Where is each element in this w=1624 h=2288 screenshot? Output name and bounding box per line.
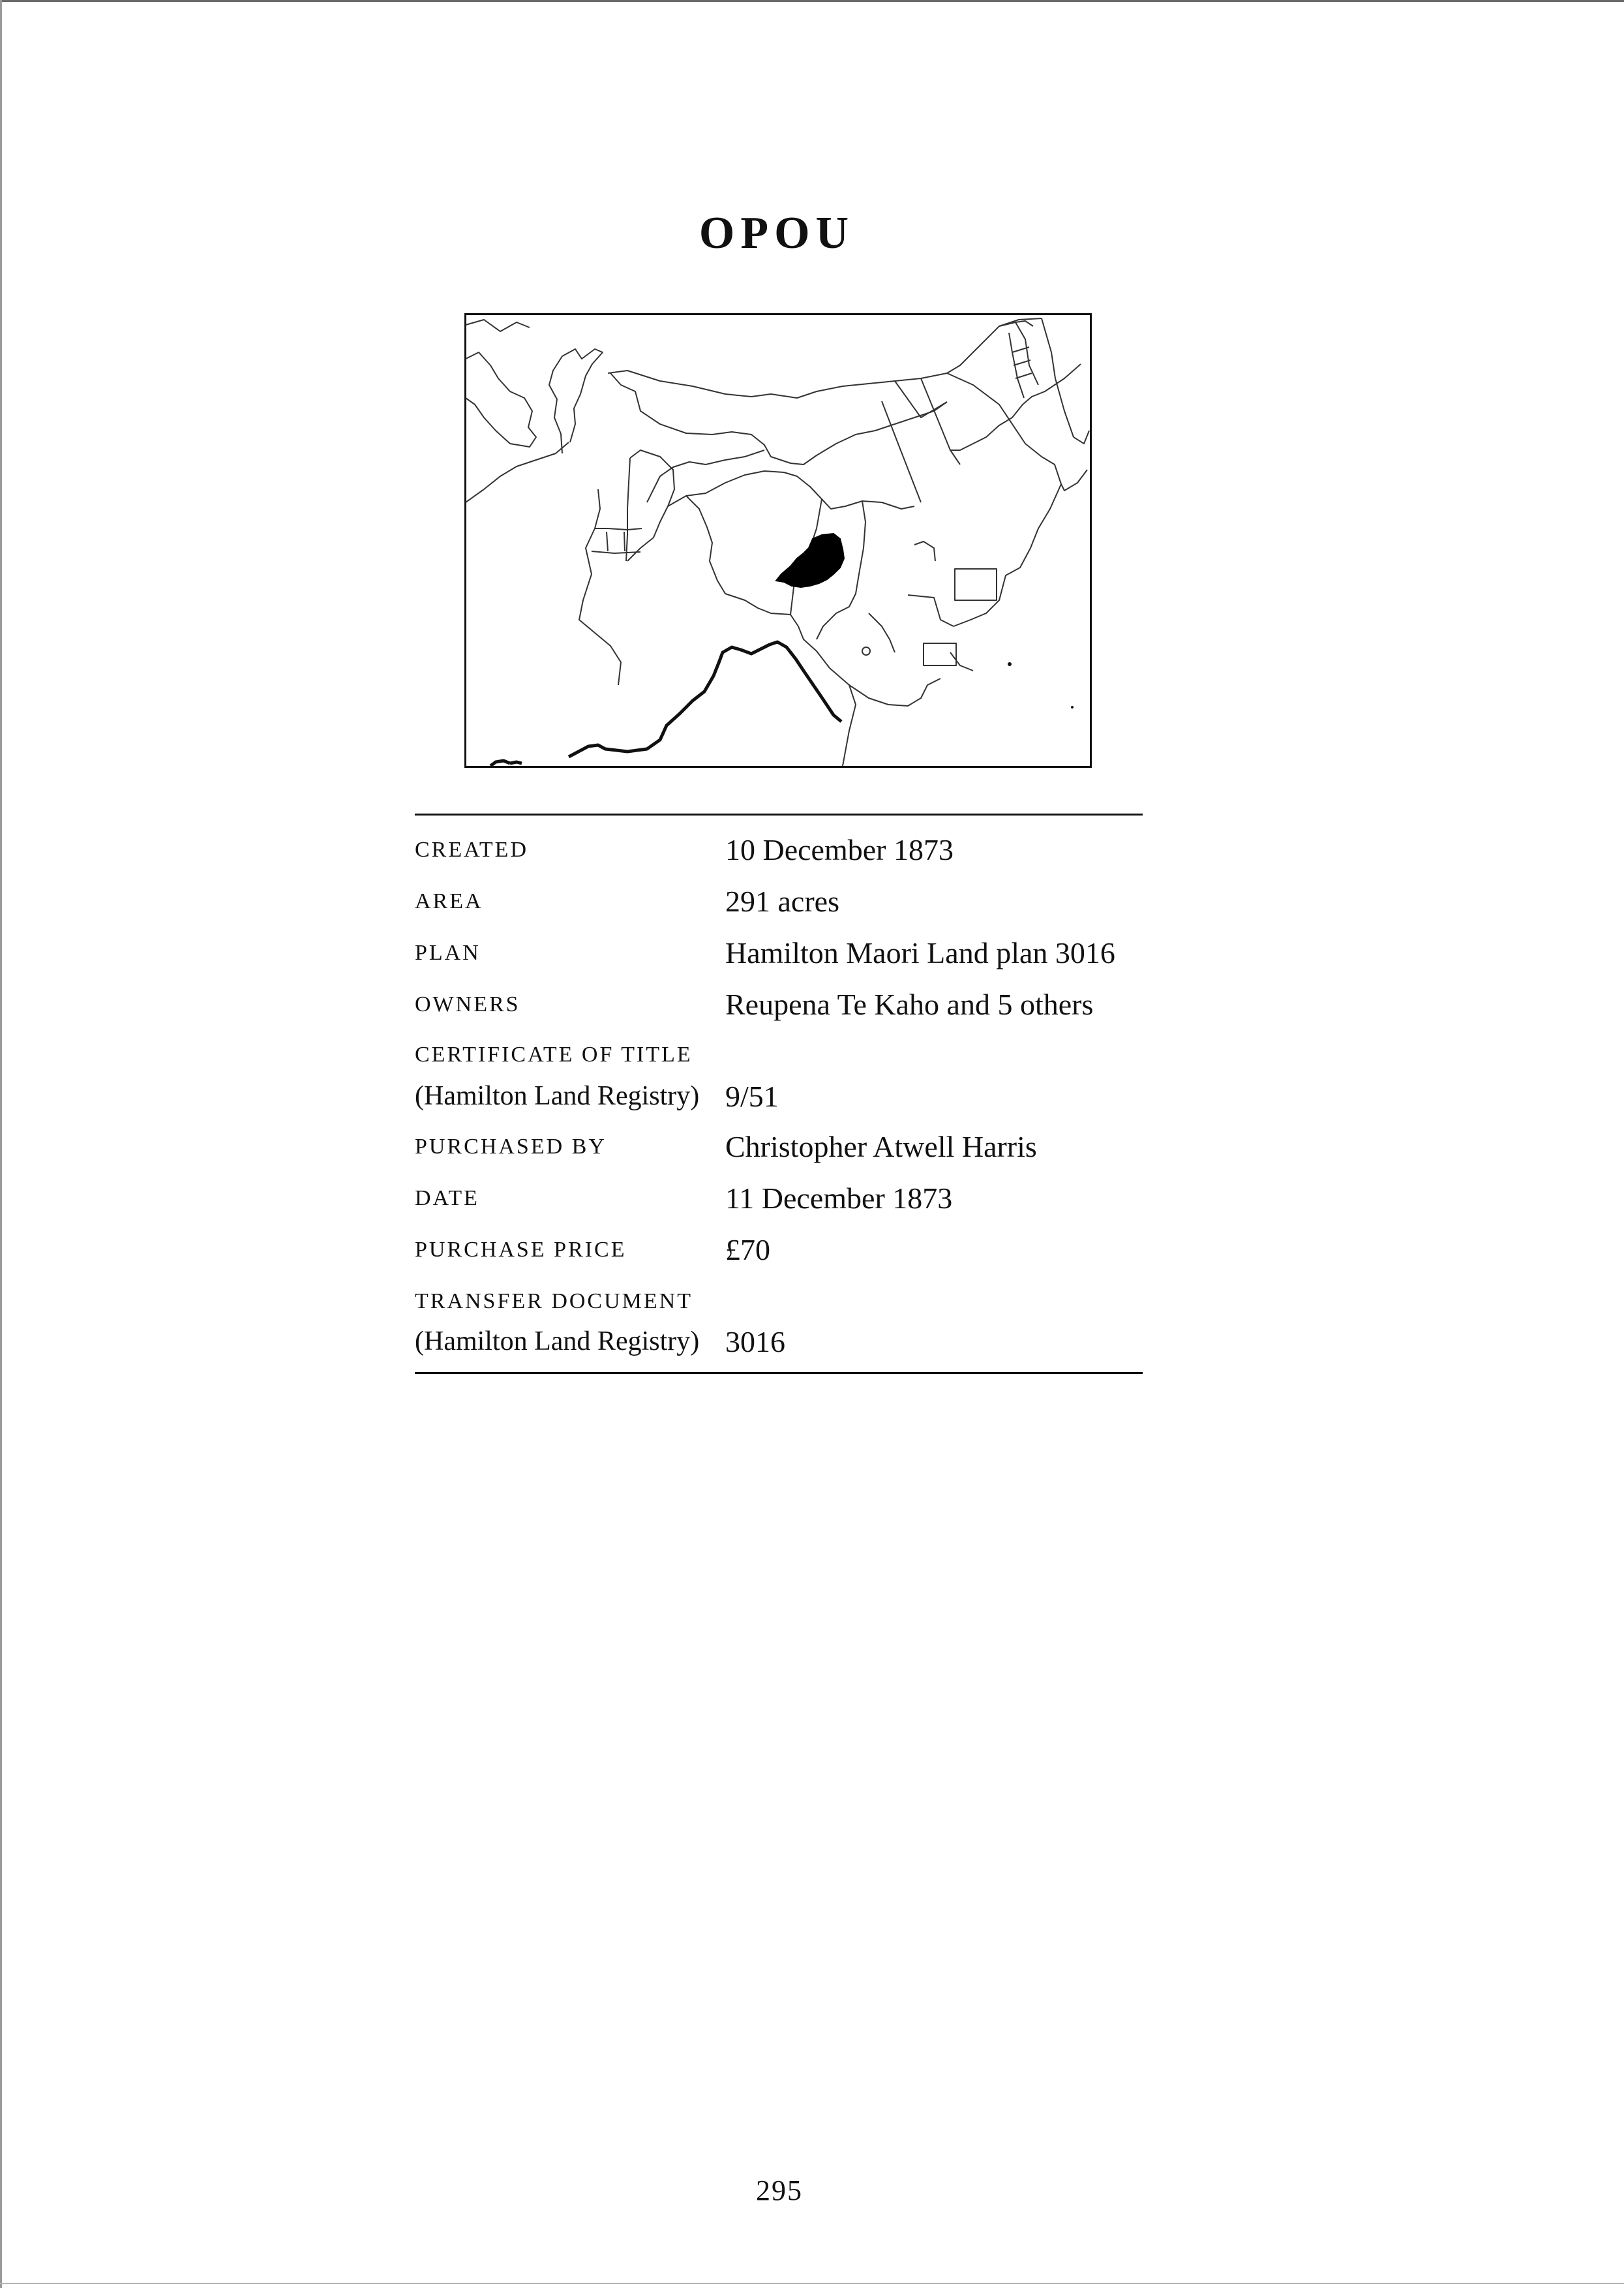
land-block-location-map <box>464 313 1092 768</box>
record-sublabel: (Hamilton Land Registry) <box>415 1081 700 1111</box>
scan-edge-top <box>0 0 1624 2</box>
record-area <box>415 884 1143 936</box>
record-label: TRANSFER DOCUMENT <box>415 1289 693 1313</box>
record-transfer-document <box>415 1284 1143 1369</box>
record-label: DATE <box>415 1186 479 1210</box>
table-bottom-rule <box>415 1372 1143 1374</box>
record-certificate-of-title <box>415 1037 1143 1129</box>
scan-edge-bottom <box>0 2283 1624 2284</box>
page-title: OPOU <box>699 208 855 258</box>
record-sublabel: (Hamilton Land Registry) <box>415 1326 700 1356</box>
record-date <box>415 1181 1143 1233</box>
record-label: PURCHASED BY <box>415 1135 607 1159</box>
record-label: PURCHASE PRICE <box>415 1238 627 1262</box>
record-value: Hamilton Maori Land plan 3016 <box>725 936 1115 969</box>
table-top-rule <box>415 814 1143 816</box>
record-value: 10 December 1873 <box>725 833 954 866</box>
record-label: OWNERS <box>415 992 520 1016</box>
record-value: Christopher Atwell Harris <box>725 1130 1037 1163</box>
record-label: AREA <box>415 889 483 913</box>
record-value: 291 acres <box>725 885 839 918</box>
scan-edge-left <box>0 0 2 2288</box>
page-number: 295 <box>756 2174 803 2206</box>
record-label: PLAN <box>415 941 481 965</box>
record-value: Reupena Te Kaho and 5 others <box>725 988 1094 1021</box>
record-created <box>415 832 1143 885</box>
record-value: 11 December 1873 <box>725 1182 953 1215</box>
record-label: CERTIFICATE OF TITLE <box>415 1043 693 1067</box>
record-value: 9/51 <box>725 1080 779 1113</box>
record-purchased-by <box>415 1129 1143 1182</box>
record-value: 3016 <box>725 1325 785 1358</box>
record-purchase-price <box>415 1232 1143 1285</box>
record-value: £70 <box>725 1233 770 1266</box>
record-label: CREATED <box>415 838 528 862</box>
record-plan <box>415 936 1143 988</box>
record-owners <box>415 987 1143 1039</box>
